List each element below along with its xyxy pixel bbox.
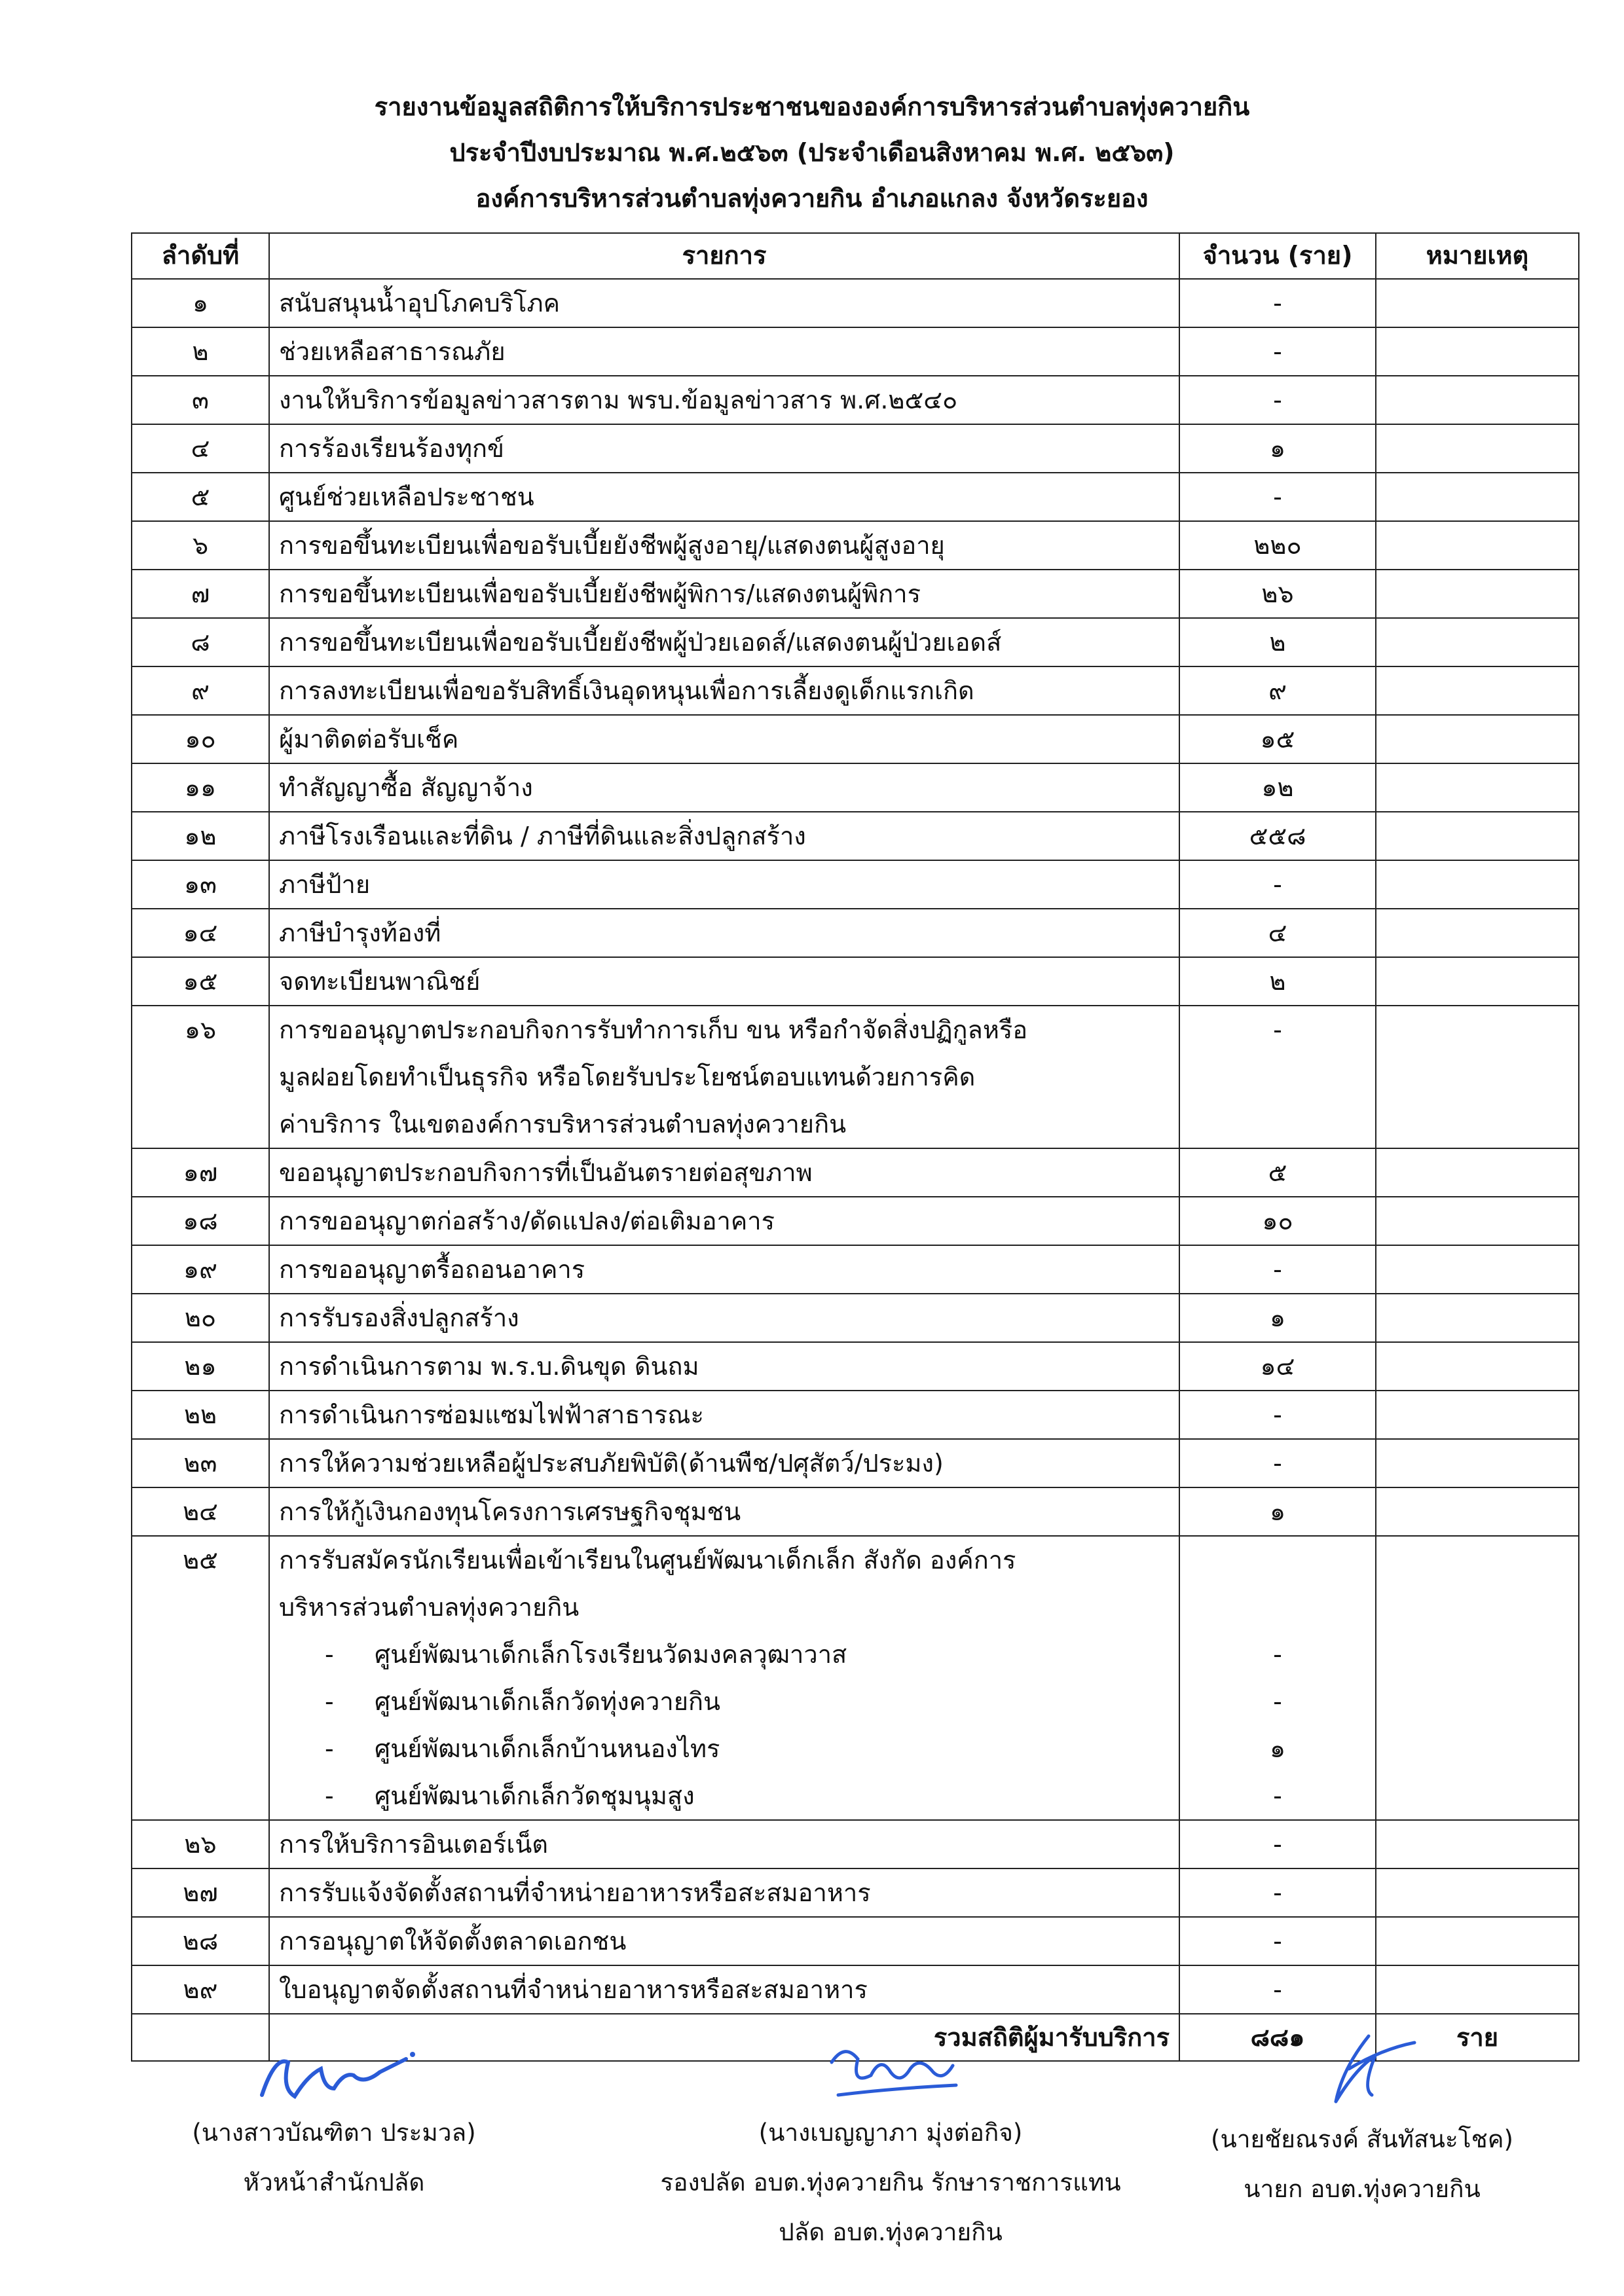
row-note xyxy=(1376,812,1579,860)
row-25-sub-3-qty: ๑ xyxy=(1269,1734,1286,1763)
total-value: ๘๘๑ xyxy=(1179,2014,1376,2061)
table-row xyxy=(132,424,1579,473)
row-number: ๒๑ xyxy=(132,1342,269,1391)
table-row xyxy=(132,1245,1579,1294)
signer-2-name: (นางเบญญาภา มุ่งต่อกิจ) xyxy=(758,2119,1023,2147)
table-row xyxy=(132,957,1579,1006)
table-row xyxy=(132,1148,1579,1197)
table-row xyxy=(132,1439,1579,1487)
row-note xyxy=(1376,763,1579,812)
row-note xyxy=(1376,1917,1579,1965)
table-row xyxy=(132,1868,1579,1917)
row-number: ๔ xyxy=(132,424,269,473)
row-item xyxy=(269,1487,1179,1536)
row-item-line: การลงทะเบียนเพื่อขอรับสิทธิ์เงินอุดหนุนเพื่อการเลี้ยงดูเด็กแรกเกิด xyxy=(279,676,974,705)
row-item-line: การดำเนินการตาม พ.ร.บ.ดินขุด ดินถม xyxy=(279,1352,699,1381)
row-number: ๙ xyxy=(132,666,269,715)
row-item xyxy=(269,424,1179,473)
row-item xyxy=(269,327,1179,376)
title-line-1: รายงานข้อมูลสถิติการให้บริการประชาชนขององค์การบริหารส่วนตำบลทุ่งควายกิน xyxy=(374,92,1250,121)
row-item-line: การขออนุญาตประกอบกิจการรับทำการเก็บ ขน หรือกำจัดสิ่งปฏิกูลหรือ xyxy=(279,1015,1028,1044)
row-number: ๒๙ xyxy=(132,1965,269,2014)
row-25-sub-4-qty: - xyxy=(1273,1781,1282,1810)
row-item xyxy=(269,521,1179,570)
row-note xyxy=(1376,327,1579,376)
row-number: ๒๐ xyxy=(132,1294,269,1342)
table-row xyxy=(132,521,1579,570)
row-item xyxy=(269,618,1179,666)
row-number: ๒๘ xyxy=(132,1917,269,1965)
row-25-item xyxy=(269,1536,1179,1820)
row-item-line: ขออนุญาตประกอบกิจการที่เป็นอันตรายต่อสุขภาพ xyxy=(279,1158,813,1187)
row-note xyxy=(1376,715,1579,763)
row-qty: - xyxy=(1179,1439,1376,1487)
table-row xyxy=(132,909,1579,957)
row-qty: ๑ xyxy=(1179,424,1376,473)
row-25-sub-1-qty: - xyxy=(1273,1640,1282,1669)
title-line-3: องค์การบริหารส่วนตำบลทุ่งควายกิน อำเภอแกลง จังหวัดระยอง xyxy=(475,184,1149,213)
row-note xyxy=(1376,1197,1579,1245)
signature-block-3 xyxy=(1166,2030,1559,2214)
row-25-sub-2-qty: - xyxy=(1273,1687,1282,1716)
row-25-sub-3: - ศูนย์พัฒนาเด็กเล็กบ้านหนองไทร xyxy=(325,1734,720,1763)
row-item-line: ภาษีโรงเรือนและที่ดิน / ภาษีที่ดินและสิ่งปลูกสร้าง xyxy=(279,822,806,850)
row-qty: - xyxy=(1179,860,1376,909)
row-note xyxy=(1376,376,1579,424)
row-qty: - xyxy=(1179,1868,1376,1917)
row-item xyxy=(269,1391,1179,1439)
row-number: ๑๔ xyxy=(132,909,269,957)
row-item xyxy=(269,1294,1179,1342)
row-note xyxy=(1376,666,1579,715)
row-number: ๘ xyxy=(132,618,269,666)
table-row xyxy=(132,812,1579,860)
row-item xyxy=(269,473,1179,521)
row-note xyxy=(1376,424,1579,473)
row-item-line: การขอขึ้นทะเบียนเพื่อขอรับเบี้ยยังชีพผู้สูงอายุ/แสดงตนผู้สูงอายุ xyxy=(279,531,945,560)
row-25-note xyxy=(1376,1536,1579,1820)
row-number: ๓ xyxy=(132,376,269,424)
row-item xyxy=(269,1148,1179,1197)
row-number: ๑๙ xyxy=(132,1245,269,1294)
row-qty: - xyxy=(1179,1820,1376,1868)
row-number: ๑๗ xyxy=(132,1148,269,1197)
row-item xyxy=(269,860,1179,909)
row-25-group xyxy=(132,1536,1579,1820)
row-number: ๗ xyxy=(132,570,269,618)
row-25-sub-4: - ศูนย์พัฒนาเด็กเล็กวัดชุมนุมสูง xyxy=(325,1781,695,1810)
row-item-line: ผู้มาติดต่อรับเช็ค xyxy=(279,725,459,754)
row-qty: - xyxy=(1179,1965,1376,2014)
table-row xyxy=(132,1820,1579,1868)
row-qty: ๑ xyxy=(1179,1294,1376,1342)
row-item-line: ค่าบริการ ในเขตองค์การบริหารส่วนตำบลทุ่งควายกิน xyxy=(279,1110,847,1139)
title-line-2: ประจำปีงบประมาณ พ.ศ.๒๕๖๓ (ประจำเดือนสิงหาคม พ.ศ. ๒๕๖๓) xyxy=(449,138,1175,167)
table-row xyxy=(132,1391,1579,1439)
table-row xyxy=(132,763,1579,812)
table-row xyxy=(132,570,1579,618)
signature-scribble-2 xyxy=(812,2036,969,2108)
row-qty: ๑๐ xyxy=(1179,1197,1376,1245)
signer-3-name: (นายชัยณรงค์ สันทัสนะโชค) xyxy=(1211,2125,1513,2153)
row-qty: - xyxy=(1179,279,1376,327)
row-item xyxy=(269,957,1179,1006)
row-item-line: การขออนุญาตรื้อถอนอาคาร xyxy=(279,1255,585,1284)
row-qty: ๑ xyxy=(1179,1487,1376,1536)
table-header-row xyxy=(132,233,1579,279)
row-number: ๑๓ xyxy=(132,860,269,909)
signer-3-title: นายก อบต.ทุ่งควายกิน xyxy=(1244,2175,1481,2203)
row-item-line: การรับแจ้งจัดตั้งสถานที่จำหน่ายอาหารหรือสะสมอาหาร xyxy=(279,1878,871,1907)
row-item-line: ภาษีป้าย xyxy=(279,870,371,899)
row-note xyxy=(1376,473,1579,521)
row-qty: ๑๕ xyxy=(1179,715,1376,763)
row-note xyxy=(1376,1245,1579,1294)
table-row xyxy=(132,860,1579,909)
table-body xyxy=(132,279,1579,1536)
row-item xyxy=(269,1245,1179,1294)
row-note xyxy=(1376,957,1579,1006)
row-item-line: ใบอนุญาตจัดตั้งสถานที่จำหน่ายอาหารหรือสะสมอาหาร xyxy=(279,1975,868,2004)
header-qty: จำนวน (ราย) xyxy=(1179,233,1376,279)
table-body-after xyxy=(132,1820,1579,2014)
row-item-line: สนับสนุนน้ำอุปโภคบริโภค xyxy=(279,289,560,318)
row-item xyxy=(269,1820,1179,1868)
row-number: ๒ xyxy=(132,327,269,376)
row-note xyxy=(1376,1965,1579,2014)
row-qty: ๒ xyxy=(1179,618,1376,666)
row-number: ๑๒ xyxy=(132,812,269,860)
table-row-25 xyxy=(132,1536,1579,1820)
row-qty: ๑๒ xyxy=(1179,763,1376,812)
row-note xyxy=(1376,1820,1579,1868)
row-note xyxy=(1376,279,1579,327)
row-number: ๒๓ xyxy=(132,1439,269,1487)
table-row xyxy=(132,1197,1579,1245)
table-row xyxy=(132,279,1579,327)
row-25-qty xyxy=(1179,1536,1376,1820)
row-note xyxy=(1376,570,1579,618)
total-label: รวมสถิติผู้มารับบริการ xyxy=(269,2014,1179,2061)
row-25-sub-2: - ศูนย์พัฒนาเด็กเล็กวัดทุ่งควายกิน xyxy=(325,1687,720,1716)
row-qty: ๒ xyxy=(1179,957,1376,1006)
row-item-line: การให้ความช่วยเหลือผู้ประสบภัยพิบัติ(ด้านพืช/ปศุสัตว์/ประมง) xyxy=(279,1449,944,1478)
row-item xyxy=(269,715,1179,763)
row-item xyxy=(269,666,1179,715)
table-row xyxy=(132,473,1579,521)
row-item-line: การรับรองสิ่งปลูกสร้าง xyxy=(279,1303,519,1332)
row-number: ๒๗ xyxy=(132,1868,269,1917)
row-note xyxy=(1376,1148,1579,1197)
row-item-line: การขอขึ้นทะเบียนเพื่อขอรับเบี้ยยังชีพผู้ป่วยเอดส์/แสดงตนผู้ป่วยเอดส์ xyxy=(279,628,1002,657)
row-item-line: การให้บริการอินเตอร์เน็ต xyxy=(279,1830,548,1859)
row-item xyxy=(269,1917,1179,1965)
row-25-line-1: การรับสมัครนักเรียนเพื่อเข้าเรียนในศูนย์พัฒนาเด็กเล็ก สังกัด องค์การ xyxy=(279,1546,1016,1575)
row-item xyxy=(269,279,1179,327)
row-item-line: ภาษีบำรุงท้องที่ xyxy=(279,919,441,947)
table-row xyxy=(132,618,1579,666)
row-25-line-2: บริหารส่วนตำบลทุ่งควายกิน xyxy=(279,1593,580,1622)
table-row xyxy=(132,376,1579,424)
row-note xyxy=(1376,1868,1579,1917)
row-note xyxy=(1376,1391,1579,1439)
row-number: ๖ xyxy=(132,521,269,570)
row-item-line: การให้กู้เงินกองทุนโครงการเศรษฐกิจชุมชน xyxy=(279,1497,741,1526)
row-qty: - xyxy=(1179,1917,1376,1965)
row-number: ๒๖ xyxy=(132,1820,269,1868)
row-note xyxy=(1376,860,1579,909)
row-number: ๕ xyxy=(132,473,269,521)
row-note xyxy=(1376,521,1579,570)
row-qty: ๕๕๘ xyxy=(1179,812,1376,860)
row-item xyxy=(269,1965,1179,2014)
row-qty: - xyxy=(1179,1391,1376,1439)
row-item xyxy=(269,812,1179,860)
row-note xyxy=(1376,1487,1579,1536)
table-row xyxy=(132,1006,1579,1148)
service-statistics-table xyxy=(131,232,1579,2062)
header-note: หมายเหตุ xyxy=(1376,233,1579,279)
table-row xyxy=(132,1917,1579,1965)
row-item-line: งานให้บริการข้อมูลข่าวสารตาม พรบ.ข้อมูลข่าวสาร พ.ศ.๒๕๔๐ xyxy=(279,386,958,414)
row-item xyxy=(269,763,1179,812)
row-item-line: ช่วยเหลือสาธารณภัย xyxy=(279,337,506,366)
row-qty: - xyxy=(1179,1006,1376,1148)
signer-1-name: (นางสาวบัณฑิตา ประมวล) xyxy=(192,2119,476,2147)
row-number: ๑๑ xyxy=(132,763,269,812)
row-qty: - xyxy=(1179,473,1376,521)
table-row xyxy=(132,1965,1579,2014)
row-item-line: การร้องเรียนร้องทุกข์ xyxy=(279,434,505,463)
signer-1-title: หัวหน้าสำนักปลัด xyxy=(243,2168,425,2196)
row-note xyxy=(1376,1006,1579,1148)
row-item xyxy=(269,570,1179,618)
row-qty: - xyxy=(1179,1245,1376,1294)
header-item: รายการ xyxy=(269,233,1179,279)
table-row xyxy=(132,666,1579,715)
row-item xyxy=(269,1006,1179,1148)
row-qty: ๑๔ xyxy=(1179,1342,1376,1391)
row-item xyxy=(269,1868,1179,1917)
row-item-line: การขออนุญาตก่อสร้าง/ดัดแปลง/ต่อเติมอาคาร xyxy=(279,1207,775,1235)
row-number: ๑๐ xyxy=(132,715,269,763)
signer-2-title-2: ปลัด อบต.ทุ่งควายกิน xyxy=(779,2218,1003,2246)
row-qty: - xyxy=(1179,327,1376,376)
header-no: ลำดับที่ xyxy=(132,233,269,279)
row-qty: ๙ xyxy=(1179,666,1376,715)
table-row xyxy=(132,1487,1579,1536)
row-note xyxy=(1376,618,1579,666)
row-note xyxy=(1376,1342,1579,1391)
row-25-no: ๒๕ xyxy=(132,1536,269,1820)
row-qty: - xyxy=(1179,376,1376,424)
row-number: ๒๒ xyxy=(132,1391,269,1439)
row-item-line: ศูนย์ช่วยเหลือประชาชน xyxy=(279,483,534,511)
row-item xyxy=(269,1342,1179,1391)
row-item xyxy=(269,1439,1179,1487)
row-number: ๑ xyxy=(132,279,269,327)
row-item-line: การดำเนินการซ่อมแซมไฟฟ้าสาธารณะ xyxy=(279,1400,704,1429)
row-note xyxy=(1376,1294,1579,1342)
table-row xyxy=(132,1342,1579,1391)
row-item-line: การอนุญาตให้จัดตั้งตลาดเอกชน xyxy=(279,1927,627,1956)
row-number: ๑๖ xyxy=(132,1006,269,1148)
table-row xyxy=(132,715,1579,763)
row-qty: ๕ xyxy=(1179,1148,1376,1197)
report-title xyxy=(0,84,1624,221)
row-note xyxy=(1376,1439,1579,1487)
signature-block-1 xyxy=(170,2049,498,2208)
row-note xyxy=(1376,909,1579,957)
table-row xyxy=(132,327,1579,376)
row-qty: ๒๒๐ xyxy=(1179,521,1376,570)
total-unit: ราย xyxy=(1376,2014,1579,2061)
row-qty: ๔ xyxy=(1179,909,1376,957)
row-item xyxy=(269,376,1179,424)
row-number: ๒๔ xyxy=(132,1487,269,1536)
row-item xyxy=(269,1197,1179,1245)
row-item xyxy=(269,909,1179,957)
row-item-line: จดทะเบียนพาณิชย์ xyxy=(279,967,481,996)
row-qty: ๒๖ xyxy=(1179,570,1376,618)
signer-2-title-1: รองปลัด อบต.ทุ่งควายกิน รักษาราชการแทน xyxy=(660,2168,1121,2196)
table-row xyxy=(132,1294,1579,1342)
signature-scribble-1 xyxy=(249,2049,419,2108)
row-item-line: การขอขึ้นทะเบียนเพื่อขอรับเบี้ยยังชีพผู้พิการ/แสดงตนผู้พิการ xyxy=(279,579,921,608)
row-item-line: ทำสัญญาซื้อ สัญญาจ้าง xyxy=(279,773,533,802)
row-number: ๑๕ xyxy=(132,957,269,1006)
signature-scribble-3 xyxy=(1290,2030,1434,2115)
row-number: ๑๘ xyxy=(132,1197,269,1245)
row-item-line: มูลฝอยโดยทำเป็นธุรกิจ หรือโดยรับประโยชน์ตอบแทนด้วยการคิด xyxy=(279,1063,976,1091)
row-25-sub-1: - ศูนย์พัฒนาเด็กเล็กโรงเรียนวัดมงคลวุฒาวาส xyxy=(325,1640,847,1669)
signature-block-2 xyxy=(609,2036,1172,2257)
